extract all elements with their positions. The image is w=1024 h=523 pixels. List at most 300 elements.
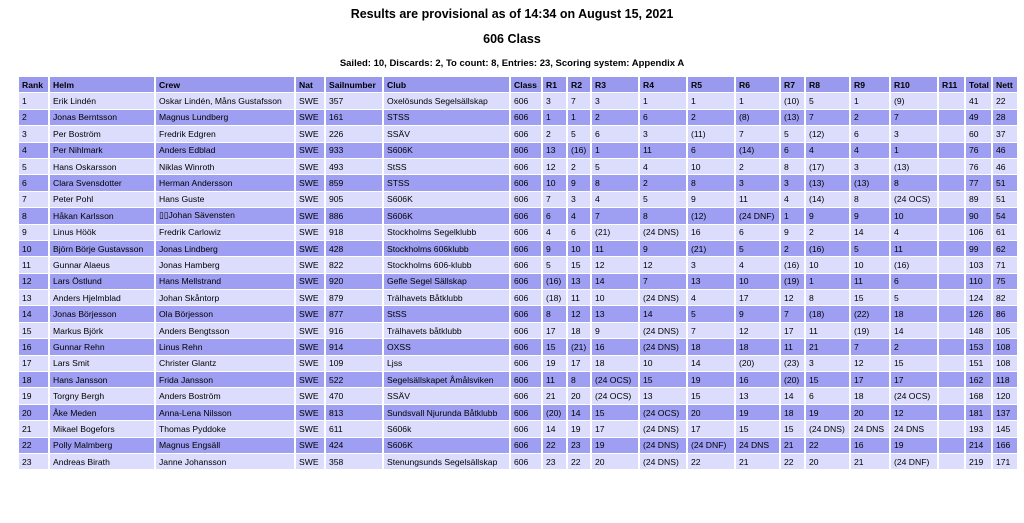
cell-nett: 51 xyxy=(993,192,1017,207)
cell-crew: ▯▯Johan Sävensten xyxy=(156,208,294,223)
cell-r6: 19 xyxy=(736,405,779,420)
cell-r1: 2 xyxy=(543,126,566,141)
cell-r10: (24 DNF) xyxy=(891,454,937,469)
cell-r4: 13 xyxy=(640,388,686,403)
cell-r2: 11 xyxy=(568,290,590,305)
cell-nett: 51 xyxy=(993,175,1017,190)
table-row xyxy=(19,290,1017,305)
cell-r2: 23 xyxy=(568,438,590,453)
cell-r9: (13) xyxy=(851,175,889,190)
provisional-notice: Results are provisional as of 14:34 on August 15, 2021 xyxy=(350,7,674,21)
cell-total: 90 xyxy=(966,208,991,223)
cell-r5: (21) xyxy=(688,241,734,256)
table-row xyxy=(19,438,1017,453)
cell-club: S606K xyxy=(384,208,509,223)
cell-r7: (20) xyxy=(781,372,804,387)
cell-r4: 7 xyxy=(640,274,686,289)
cell-r9: 18 xyxy=(851,388,889,403)
cell-helm: Polly Malmberg xyxy=(50,438,154,453)
cell-r3: 10 xyxy=(592,290,638,305)
cell-r11 xyxy=(939,306,964,321)
cell-sailnumber: 879 xyxy=(326,290,382,305)
cell-r1: 21 xyxy=(543,388,566,403)
cell-r6: 9 xyxy=(736,306,779,321)
cell-rank: 3 xyxy=(19,126,48,141)
cell-r4: 8 xyxy=(640,208,686,223)
cell-total: 219 xyxy=(966,454,991,469)
cell-r8: 19 xyxy=(806,405,849,420)
table-row xyxy=(19,323,1017,338)
cell-r4: 1 xyxy=(640,93,686,108)
cell-club: Stockholms Segelklubb xyxy=(384,225,509,240)
cell-club: S606k xyxy=(384,421,509,436)
cell-r3: 8 xyxy=(592,175,638,190)
cell-sailnumber: 822 xyxy=(326,257,382,272)
cell-crew: Ola Börjesson xyxy=(156,306,294,321)
cell-r1: 8 xyxy=(543,306,566,321)
cell-nat: SWE xyxy=(296,225,324,240)
cell-r9: 21 xyxy=(851,454,889,469)
cell-r8: 21 xyxy=(806,339,849,354)
cell-nat: SWE xyxy=(296,405,324,420)
cell-r2: 22 xyxy=(568,454,590,469)
cell-total: 214 xyxy=(966,438,991,453)
cell-r7: 17 xyxy=(781,323,804,338)
cell-helm: Jonas Börjesson xyxy=(50,306,154,321)
cell-r3: 15 xyxy=(592,405,638,420)
cell-crew: Niklas Winroth xyxy=(156,159,294,174)
cell-r1: 19 xyxy=(543,356,566,371)
cell-r8: 8 xyxy=(806,290,849,305)
cell-rank: 23 xyxy=(19,454,48,469)
cell-r8: 20 xyxy=(806,454,849,469)
cell-sailnumber: 424 xyxy=(326,438,382,453)
cell-r1: 14 xyxy=(543,421,566,436)
cell-r4: 9 xyxy=(640,241,686,256)
cell-club: Stenungsunds Segelsällskap xyxy=(384,454,509,469)
cell-helm: Hans Jansson xyxy=(50,372,154,387)
cell-nat: SWE xyxy=(296,421,324,436)
cell-r9: 10 xyxy=(851,257,889,272)
cell-r1: 13 xyxy=(543,143,566,158)
cell-total: 76 xyxy=(966,143,991,158)
cell-sailnumber: 470 xyxy=(326,388,382,403)
cell-r3: 13 xyxy=(592,306,638,321)
cell-r11 xyxy=(939,110,964,125)
cell-r6: 13 xyxy=(736,388,779,403)
cell-total: 41 xyxy=(966,93,991,108)
cell-r4: (24 OCS) xyxy=(640,405,686,420)
cell-r4: 6 xyxy=(640,110,686,125)
cell-crew: Fredrik Edgren xyxy=(156,126,294,141)
cell-crew: Janne Johansson xyxy=(156,454,294,469)
cell-r11 xyxy=(939,405,964,420)
cell-r10: 17 xyxy=(891,372,937,387)
cell-class: 606 xyxy=(511,306,541,321)
cell-r10: 24 DNS xyxy=(891,421,937,436)
cell-r7: 9 xyxy=(781,225,804,240)
cell-r11 xyxy=(939,175,964,190)
cell-r2: 20 xyxy=(568,388,590,403)
cell-nett: 62 xyxy=(993,241,1017,256)
cell-r3: 1 xyxy=(592,143,638,158)
cell-crew: Jonas Hamberg xyxy=(156,257,294,272)
cell-class: 606 xyxy=(511,192,541,207)
header-row xyxy=(19,77,1017,92)
cell-r5: 22 xyxy=(688,454,734,469)
cell-crew: Hans Guste xyxy=(156,192,294,207)
cell-rank: 14 xyxy=(19,306,48,321)
table-row xyxy=(19,159,1017,174)
cell-total: 126 xyxy=(966,306,991,321)
cell-rank: 10 xyxy=(19,241,48,256)
table-row xyxy=(19,454,1017,469)
cell-club: Segelsällskapet Åmålsviken xyxy=(384,372,509,387)
cell-r8: 7 xyxy=(806,110,849,125)
cell-r5: 7 xyxy=(688,323,734,338)
table-row xyxy=(19,421,1017,436)
cell-club: OXSS xyxy=(384,339,509,354)
cell-total: 181 xyxy=(966,405,991,420)
cell-nett: 86 xyxy=(993,306,1017,321)
cell-rank: 9 xyxy=(19,225,48,240)
cell-r6: 11 xyxy=(736,192,779,207)
cell-total: 106 xyxy=(966,225,991,240)
cell-r1: 9 xyxy=(543,241,566,256)
cell-r5: (24 DNF) xyxy=(688,438,734,453)
cell-r8: (13) xyxy=(806,175,849,190)
cell-r5: 4 xyxy=(688,290,734,305)
cell-r5: (12) xyxy=(688,208,734,223)
cell-r6: 2 xyxy=(736,159,779,174)
cell-total: 89 xyxy=(966,192,991,207)
series-summary: Sailed: 10, Discards: 2, To count: 8, Entries: 23, Scoring system: Appendix A xyxy=(339,58,685,69)
cell-r9: 5 xyxy=(851,241,889,256)
cell-r11 xyxy=(939,257,964,272)
cell-r5: 20 xyxy=(688,405,734,420)
cell-r6: 5 xyxy=(736,241,779,256)
column-header-r10: R10 xyxy=(891,77,937,92)
cell-r4: (24 DNS) xyxy=(640,454,686,469)
cell-r6: 21 xyxy=(736,454,779,469)
cell-club: StSS xyxy=(384,159,509,174)
cell-r7: 15 xyxy=(781,421,804,436)
cell-nat: SWE xyxy=(296,110,324,125)
cell-nat: SWE xyxy=(296,306,324,321)
cell-r5: 16 xyxy=(688,225,734,240)
cell-r9: (22) xyxy=(851,306,889,321)
cell-r6: 7 xyxy=(736,126,779,141)
cell-sailnumber: 357 xyxy=(326,93,382,108)
cell-helm: Markus Björk xyxy=(50,323,154,338)
cell-r2: 14 xyxy=(568,405,590,420)
cell-class: 606 xyxy=(511,257,541,272)
cell-r3: 4 xyxy=(592,192,638,207)
cell-r10: (9) xyxy=(891,93,937,108)
cell-r5: 9 xyxy=(688,192,734,207)
table-row xyxy=(19,208,1017,223)
cell-nett: 137 xyxy=(993,405,1017,420)
cell-total: 151 xyxy=(966,356,991,371)
cell-r4: 5 xyxy=(640,192,686,207)
cell-r9: 24 DNS xyxy=(851,421,889,436)
cell-helm: Mikael Bogefors xyxy=(50,421,154,436)
cell-nett: 171 xyxy=(993,454,1017,469)
cell-sailnumber: 161 xyxy=(326,110,382,125)
cell-nett: 108 xyxy=(993,339,1017,354)
cell-r6: 24 DNS xyxy=(736,438,779,453)
cell-r3: 12 xyxy=(592,257,638,272)
cell-crew: Anders Boström xyxy=(156,388,294,403)
cell-total: 99 xyxy=(966,241,991,256)
cell-r7: 8 xyxy=(781,159,804,174)
cell-rank: 16 xyxy=(19,339,48,354)
cell-sailnumber: 522 xyxy=(326,372,382,387)
cell-club: SSÄV xyxy=(384,126,509,141)
cell-total: 148 xyxy=(966,323,991,338)
cell-club: S606K xyxy=(384,192,509,207)
cell-r7: 18 xyxy=(781,405,804,420)
cell-r7: 6 xyxy=(781,143,804,158)
column-header-nett: Nett xyxy=(993,77,1017,92)
cell-class: 606 xyxy=(511,405,541,420)
table-row xyxy=(19,175,1017,190)
cell-r8: 1 xyxy=(806,274,849,289)
cell-rank: 13 xyxy=(19,290,48,305)
cell-total: 49 xyxy=(966,110,991,125)
cell-r7: 21 xyxy=(781,438,804,453)
column-header-class: Class xyxy=(511,77,541,92)
cell-nett: 166 xyxy=(993,438,1017,453)
cell-class: 606 xyxy=(511,225,541,240)
cell-r10: 14 xyxy=(891,323,937,338)
cell-r5: (11) xyxy=(688,126,734,141)
cell-r8: 2 xyxy=(806,225,849,240)
cell-r11 xyxy=(939,290,964,305)
cell-r7: 3 xyxy=(781,175,804,190)
cell-r3: 9 xyxy=(592,323,638,338)
cell-helm: Björn Börje Gustavsson xyxy=(50,241,154,256)
table-row xyxy=(19,110,1017,125)
cell-club: S606K xyxy=(384,143,509,158)
column-header-r11: R11 xyxy=(939,77,964,92)
cell-r1: 15 xyxy=(543,339,566,354)
cell-r2: 9 xyxy=(568,175,590,190)
cell-r10: 18 xyxy=(891,306,937,321)
column-header-r7: R7 xyxy=(781,77,804,92)
cell-r2: 6 xyxy=(568,225,590,240)
column-header-club: Club xyxy=(384,77,509,92)
cell-r10: 8 xyxy=(891,175,937,190)
cell-r8: (14) xyxy=(806,192,849,207)
cell-nat: SWE xyxy=(296,126,324,141)
cell-r11 xyxy=(939,241,964,256)
cell-r11 xyxy=(939,192,964,207)
cell-rank: 2 xyxy=(19,110,48,125)
cell-total: 110 xyxy=(966,274,991,289)
cell-crew: Linus Rehn xyxy=(156,339,294,354)
cell-r8: 6 xyxy=(806,388,849,403)
cell-helm: Lars Östlund xyxy=(50,274,154,289)
column-header-rank: Rank xyxy=(19,77,48,92)
cell-nett: 120 xyxy=(993,388,1017,403)
cell-r8: 10 xyxy=(806,257,849,272)
cell-r7: 7 xyxy=(781,306,804,321)
table-row xyxy=(19,241,1017,256)
cell-crew: Thomas Pyddoke xyxy=(156,421,294,436)
cell-r10: 3 xyxy=(891,126,937,141)
cell-sailnumber: 916 xyxy=(326,323,382,338)
table-row xyxy=(19,356,1017,371)
cell-r2: 3 xyxy=(568,192,590,207)
cell-nett: 82 xyxy=(993,290,1017,305)
table-row xyxy=(19,93,1017,108)
cell-rank: 19 xyxy=(19,388,48,403)
cell-helm: Clara Svensdotter xyxy=(50,175,154,190)
cell-helm: Torgny Bergh xyxy=(50,388,154,403)
cell-r8: (18) xyxy=(806,306,849,321)
cell-r2: 12 xyxy=(568,306,590,321)
cell-nat: SWE xyxy=(296,143,324,158)
cell-helm: Hans Oskarsson xyxy=(50,159,154,174)
cell-crew: Jonas Lindberg xyxy=(156,241,294,256)
cell-r2: 7 xyxy=(568,93,590,108)
cell-crew: Johan Skåntorp xyxy=(156,290,294,305)
cell-r8: 5 xyxy=(806,93,849,108)
results-body xyxy=(19,93,1017,469)
cell-class: 606 xyxy=(511,93,541,108)
cell-nett: 22 xyxy=(993,93,1017,108)
cell-rank: 20 xyxy=(19,405,48,420)
cell-helm: Linus Höök xyxy=(50,225,154,240)
cell-club: SSÄV xyxy=(384,388,509,403)
cell-rank: 7 xyxy=(19,192,48,207)
cell-r2: 18 xyxy=(568,323,590,338)
cell-nett: 145 xyxy=(993,421,1017,436)
cell-crew: Fredrik Carlowiz xyxy=(156,225,294,240)
cell-r10: 12 xyxy=(891,405,937,420)
cell-nat: SWE xyxy=(296,274,324,289)
cell-r11 xyxy=(939,438,964,453)
cell-r7: (19) xyxy=(781,274,804,289)
table-row xyxy=(19,388,1017,403)
cell-r10: (13) xyxy=(891,159,937,174)
cell-helm: Håkan Karlsson xyxy=(50,208,154,223)
cell-nett: 46 xyxy=(993,143,1017,158)
cell-r3: 2 xyxy=(592,110,638,125)
cell-rank: 5 xyxy=(19,159,48,174)
cell-r10: (16) xyxy=(891,257,937,272)
cell-total: 76 xyxy=(966,159,991,174)
cell-sailnumber: 905 xyxy=(326,192,382,207)
cell-r11 xyxy=(939,323,964,338)
cell-r4: (24 DNS) xyxy=(640,290,686,305)
table-row xyxy=(19,192,1017,207)
cell-rank: 6 xyxy=(19,175,48,190)
cell-r5: 1 xyxy=(688,93,734,108)
cell-r6: 1 xyxy=(736,93,779,108)
cell-r10: 1 xyxy=(891,143,937,158)
table-row xyxy=(19,257,1017,272)
cell-r5: 19 xyxy=(688,372,734,387)
cell-r5: 15 xyxy=(688,388,734,403)
cell-r8: 15 xyxy=(806,372,849,387)
cell-r4: 10 xyxy=(640,356,686,371)
cell-r9: 16 xyxy=(851,438,889,453)
cell-helm: Gunnar Rehn xyxy=(50,339,154,354)
cell-r4: 2 xyxy=(640,175,686,190)
cell-r4: 15 xyxy=(640,372,686,387)
table-row xyxy=(19,274,1017,289)
cell-nat: SWE xyxy=(296,356,324,371)
cell-sailnumber: 493 xyxy=(326,159,382,174)
cell-r1: 4 xyxy=(543,225,566,240)
cell-r9: 8 xyxy=(851,192,889,207)
cell-r1: (16) xyxy=(543,274,566,289)
cell-r11 xyxy=(939,225,964,240)
cell-r1: 17 xyxy=(543,323,566,338)
cell-club: Oxelösunds Segelsällskap xyxy=(384,93,509,108)
cell-class: 606 xyxy=(511,143,541,158)
cell-rank: 8 xyxy=(19,208,48,223)
cell-class: 606 xyxy=(511,323,541,338)
cell-rank: 17 xyxy=(19,356,48,371)
cell-nat: SWE xyxy=(296,339,324,354)
cell-sailnumber: 109 xyxy=(326,356,382,371)
cell-nat: SWE xyxy=(296,438,324,453)
table-row xyxy=(19,372,1017,387)
cell-crew: Frida Jansson xyxy=(156,372,294,387)
cell-r7: (10) xyxy=(781,93,804,108)
cell-rank: 11 xyxy=(19,257,48,272)
cell-r10: 6 xyxy=(891,274,937,289)
cell-nat: SWE xyxy=(296,323,324,338)
cell-r3: 5 xyxy=(592,159,638,174)
cell-nett: 54 xyxy=(993,208,1017,223)
cell-r1: 12 xyxy=(543,159,566,174)
column-header-total: Total xyxy=(966,77,991,92)
cell-club: Trälhavets Båtklubb xyxy=(384,290,509,305)
column-header-r6: R6 xyxy=(736,77,779,92)
cell-r9: (19) xyxy=(851,323,889,338)
cell-r3: 14 xyxy=(592,274,638,289)
cell-r11 xyxy=(939,372,964,387)
column-header-r8: R8 xyxy=(806,77,849,92)
cell-r6: 6 xyxy=(736,225,779,240)
cell-r10: 7 xyxy=(891,110,937,125)
cell-r9: 1 xyxy=(851,93,889,108)
cell-r4: 3 xyxy=(640,126,686,141)
cell-r9: 2 xyxy=(851,110,889,125)
cell-total: 193 xyxy=(966,421,991,436)
cell-class: 606 xyxy=(511,372,541,387)
cell-r1: (20) xyxy=(543,405,566,420)
cell-r3: (24 OCS) xyxy=(592,388,638,403)
cell-r9: 11 xyxy=(851,274,889,289)
cell-crew: Anna-Lena Nilsson xyxy=(156,405,294,420)
cell-r5: 3 xyxy=(688,257,734,272)
cell-crew: Magnus Lundberg xyxy=(156,110,294,125)
cell-club: Gefle Segel Sällskap xyxy=(384,274,509,289)
cell-r3: 7 xyxy=(592,208,638,223)
cell-r4: (24 DNS) xyxy=(640,421,686,436)
cell-r1: 10 xyxy=(543,175,566,190)
cell-rank: 1 xyxy=(19,93,48,108)
cell-club: S606K xyxy=(384,438,509,453)
column-header-nat: Nat xyxy=(296,77,324,92)
column-header-r4: R4 xyxy=(640,77,686,92)
cell-nat: SWE xyxy=(296,290,324,305)
